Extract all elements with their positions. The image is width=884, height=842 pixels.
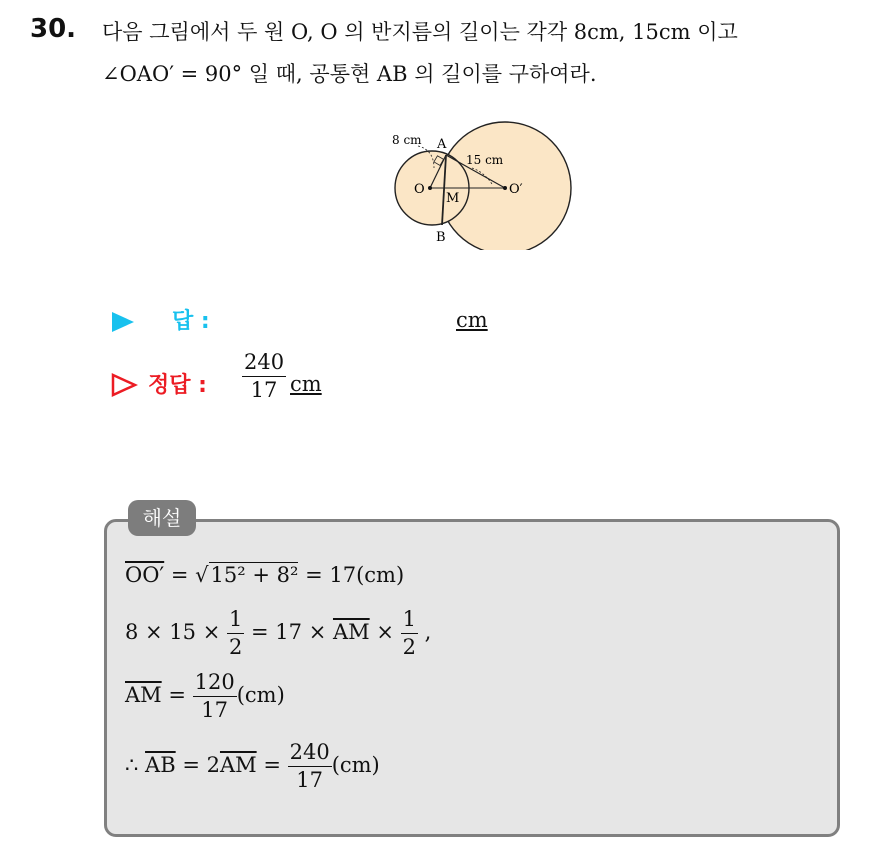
- fraction-half-1: [227, 609, 244, 658]
- segment-am-text: $\overline{AM}$: [219, 753, 257, 777]
- two-circles-figure: [388, 120, 578, 250]
- equals-two: = 2: [175, 753, 220, 777]
- half-denominator: 2: [402, 635, 416, 659]
- question-number: 30.: [30, 14, 77, 44]
- equals: =: [256, 753, 288, 777]
- answer-row: [110, 304, 530, 340]
- segment-oo-prime-text: OO′: [125, 563, 165, 587]
- fraction-120-17: [193, 672, 237, 721]
- correct-answer-row: [110, 352, 530, 422]
- label-m: M: [446, 191, 460, 206]
- half-numerator: 1: [401, 609, 418, 634]
- label-15cm: 15 cm: [466, 153, 504, 167]
- fraction-half-2: [401, 609, 418, 658]
- numerator: 240: [288, 742, 332, 767]
- line2-end: ,: [417, 620, 432, 644]
- solution-line-3: [125, 672, 285, 721]
- point-o-prime: [503, 186, 507, 190]
- play-triangle-icon: [110, 310, 136, 334]
- solution-badge: 해설: [128, 500, 196, 536]
- denominator: 17: [201, 698, 229, 722]
- denominator: 17: [296, 768, 323, 792]
- line1-result: = 17(cm): [298, 563, 405, 587]
- line2-prefix: 8 × 15 ×: [125, 620, 227, 644]
- therefore-symbol: ∴: [125, 753, 146, 777]
- correct-answer-unit: cm: [290, 372, 322, 396]
- line2-mid: = 17 ×: [244, 620, 333, 644]
- segment-am-text: $\overline{AM}$: [125, 683, 162, 707]
- label-b: B: [436, 230, 446, 245]
- unit: (cm): [331, 753, 380, 777]
- half-numerator: 1: [227, 609, 244, 634]
- question-text-line1: 다음 그림에서 두 원 O, O 의 반지름의 길이는 각각 8cm, 15cm 이고: [102, 20, 738, 44]
- correct-answer-label: 정답 :: [148, 373, 207, 398]
- solution-line-1: OO′ = √15² + 8² = 17(cm): [125, 563, 405, 587]
- fraction-numerator: 240: [242, 352, 286, 377]
- solution-line-4: [125, 742, 380, 791]
- half-denominator: 2: [228, 635, 243, 659]
- question-text-line2: ∠OAO′ = 90° 일 때, 공통현 AB 의 길이를 구하여라.: [102, 62, 597, 86]
- label-o-prime: O′: [509, 182, 523, 197]
- outline-triangle-icon: [110, 372, 138, 398]
- answer-unit: cm: [456, 308, 488, 332]
- equals: =: [164, 563, 196, 587]
- correct-answer-fraction: [242, 352, 286, 401]
- radicand: 15² + 8²: [210, 563, 299, 587]
- label-o: O: [414, 182, 425, 197]
- equals: =: [161, 683, 193, 707]
- answer-label: 답 :: [172, 309, 210, 334]
- solution-line-2: [125, 609, 431, 658]
- segment-am-text: $\overline{AM}$: [332, 620, 370, 644]
- segment-ab-text: $\overline{AB}$: [145, 753, 176, 777]
- fraction-denominator: 17: [250, 378, 278, 402]
- unit: (cm): [236, 683, 285, 707]
- point-o: [428, 186, 432, 190]
- label-8cm: 8 cm: [392, 133, 422, 147]
- numerator: 120: [193, 672, 237, 697]
- times: ×: [369, 620, 401, 644]
- label-a: A: [437, 137, 447, 152]
- fraction-240-17: [288, 742, 332, 791]
